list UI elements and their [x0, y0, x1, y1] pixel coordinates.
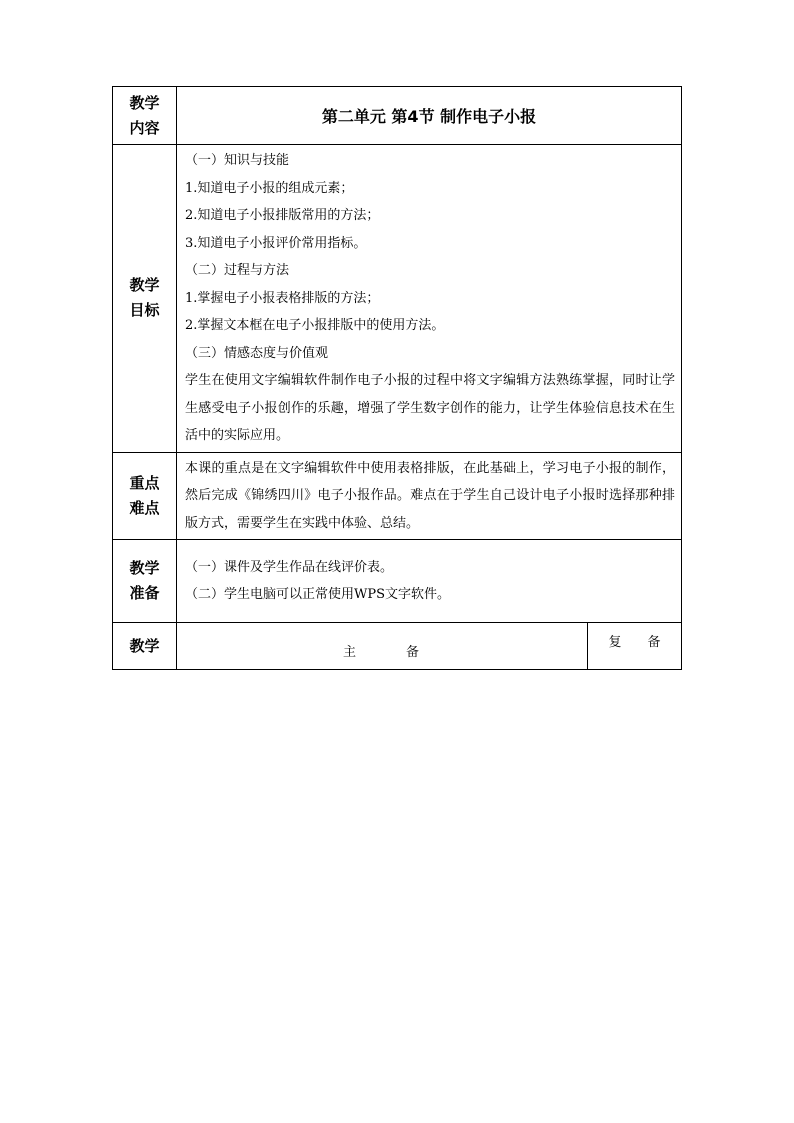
objective-line: 1.知道电子小报的组成元素； [185, 180, 354, 196]
process-row [113, 623, 682, 670]
objective-line: 3.知道电子小报评价常用指标。 [185, 235, 367, 251]
objectives-content [177, 145, 682, 453]
preparation-row [113, 540, 682, 623]
key-points-paragraph: 本课的重点是在文字编辑软件中使用表格排版，在此基础上，学习电子小报的制作，然后完成《锦绣四川》电子小报作品。难点在于学生自己设计电子小报时选择那种排版方式，需要学生在实践中体验、总结。 [185, 460, 675, 531]
objective-line: （一）知识与技能 [185, 153, 290, 168]
objective-line: 2.知道电子小报排版常用的方法； [185, 208, 380, 223]
process-label: 教学 [113, 623, 177, 670]
preparation-label: 教学 准备 [113, 540, 177, 623]
main-prep-header: 主 备 [177, 623, 588, 670]
objective-line: 1.掌握电子小报表格排版的方法； [185, 290, 380, 306]
objectives-row [113, 145, 682, 453]
content-row [113, 87, 682, 145]
lesson-title: 第二单元 第4节 制作电子小报 [177, 87, 682, 145]
objectives-label: 教学 目标 [113, 145, 177, 453]
review-prep-header: 复 备 [588, 623, 682, 670]
key-points-label: 重点 难点 [113, 452, 177, 540]
preparation-content [177, 540, 682, 623]
lesson-plan-table [112, 86, 682, 670]
preparation-line: （一）课件及学生作品在线评价表。 [185, 559, 394, 575]
objective-line: （三）情感态度与价值观 [185, 345, 329, 361]
objective-line: 2.掌握文本框在电子小报排版中的使用方法。 [185, 318, 445, 333]
key-points-row [113, 452, 682, 540]
key-points-content [177, 452, 682, 540]
content-label: 教学 内容 [113, 87, 177, 145]
preparation-line: （二）学生电脑可以正常使用WPS文字软件。 [185, 587, 451, 602]
objective-line: （二）过程与方法 [185, 263, 290, 278]
objective-paragraph: 学生在使用文字编辑软件制作电子小报的过程中将文字编辑方法熟练掌握，同时让学生感受电子小报创作的乐趣，增强了学生数字创作的能力，让学生体验信息技术在生活中的实际应用。 [185, 373, 675, 443]
